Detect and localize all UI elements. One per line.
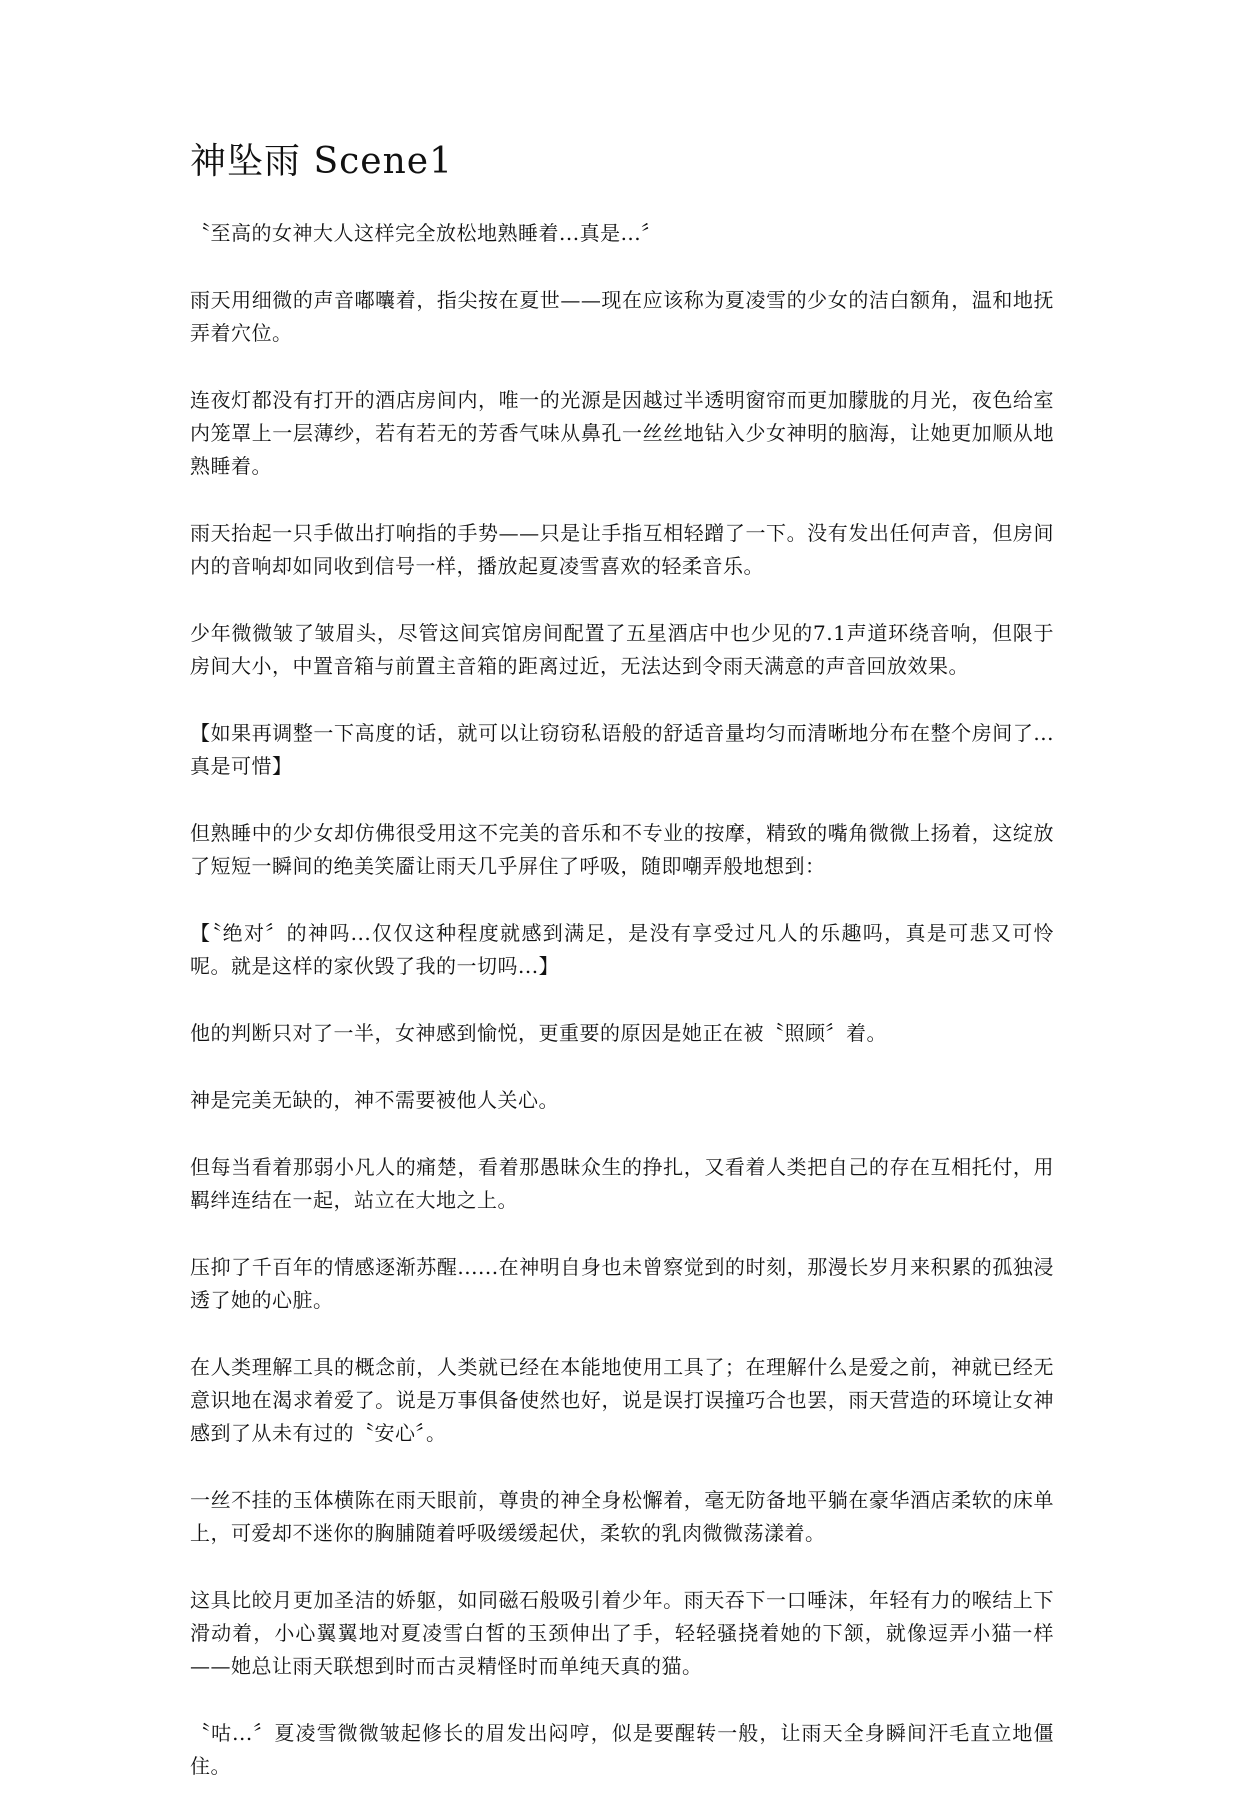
paragraph: 压抑了千百年的情感逐渐苏醒......在神明自身也未曾察觉到的时刻，那漫长岁月来积累的孤独浸透了她的心脏。: [190, 1255, 1054, 1313]
paragraph: 【〝绝对〞的神吗...仅仅这种程度就感到满足，是没有享受过凡人的乐趣吗，真是可悲又可怜呢。就是这样的家伙毁了我的一切吗...】: [190, 921, 1054, 979]
paragraph: 这具比皎月更加圣洁的娇躯，如同磁石般吸引着少年。雨天吞下一口唾沫，年轻有力的喉结上下滑动着，小心翼翼地对夏凌雪白皙的玉颈伸出了手，轻轻骚挠着她的下颔，就像逗弄小猫一样——她总让雨天联想到时而古灵精怪时而单纯天真的猫。: [190, 1588, 1054, 1679]
paragraph: 【如果再调整一下高度的话，就可以让窃窃私语般的舒适音量均匀而清晰地分布在整个房间了...真是可惜】: [190, 721, 1054, 779]
paragraph: 〝咕...〞夏凌雪微微皱起修长的眉发出闷哼，似是要醒转一般，让雨天全身瞬间汗毛直立地僵住。: [190, 1721, 1054, 1779]
paragraph: 少年微微皱了皱眉头，尽管这间宾馆房间配置了五星酒店中也少见的7.1声道环绕音响，但限于房间大小，中置音箱与前置主音箱的距离过近，无法达到令雨天满意的声音回放效果。: [190, 621, 1054, 679]
paragraph: 雨天用细微的声音嘟囔着，指尖按在夏世——现在应该称为夏凌雪的少女的洁白额角，温和地抚弄着穴位。: [190, 288, 1054, 346]
paragraph: 在人类理解工具的概念前，人类就已经在本能地使用工具了；在理解什么是爱之前，神就已经无意识地在渴求着爱了。说是万事俱备使然也好，说是误打误撞巧合也罢，雨天营造的环境让女神感到了从未有过的〝安心〞。: [190, 1355, 1054, 1446]
paragraph: 雨天抬起一只手做出打响指的手势——只是让手指互相轻蹭了一下。没有发出任何声音，但房间内的音响却如同收到信号一样，播放起夏凌雪喜欢的轻柔音乐。: [190, 521, 1054, 579]
document-title: 神坠雨 Scene1: [190, 141, 453, 182]
paragraph: 一丝不挂的玉体横陈在雨天眼前，尊贵的神全身松懈着，毫无防备地平躺在豪华酒店柔软的床单上，可爱却不迷你的胸脯随着呼吸缓缓起伏，柔软的乳肉微微荡漾着。: [190, 1488, 1054, 1546]
paragraph: 但熟睡中的少女却仿佛很受用这不完美的音乐和不专业的按摩，精致的嘴角微微上扬着，这绽放了短短一瞬间的绝美笑靥让雨天几乎屏住了呼吸，随即嘲弄般地想到：: [190, 821, 1054, 879]
paragraph: 连夜灯都没有打开的酒店房间内，唯一的光源是因越过半透明窗帘而更加朦胧的月光，夜色给室内笼罩上一层薄纱，若有若无的芳香气味从鼻孔一丝丝地钻入少女神明的脑海，让她更加顺从地熟睡着。: [190, 388, 1054, 479]
document-page: [190, 140, 1054, 1817]
paragraph: 神是完美无缺的，神不需要被他人关心。: [190, 1088, 559, 1113]
paragraph: 〝至高的女神大人这样完全放松地熟睡着...真是...〞: [190, 221, 662, 246]
paragraph: 他的判断只对了一半，女神感到愉悦，更重要的原因是她正在被〝照顾〞着。: [190, 1021, 887, 1046]
paragraph: 但每当看着那弱小凡人的痛楚，看着那愚昧众生的挣扎，又看着人类把自己的存在互相托付，用羁绊连结在一起，站立在大地之上。: [190, 1155, 1054, 1213]
